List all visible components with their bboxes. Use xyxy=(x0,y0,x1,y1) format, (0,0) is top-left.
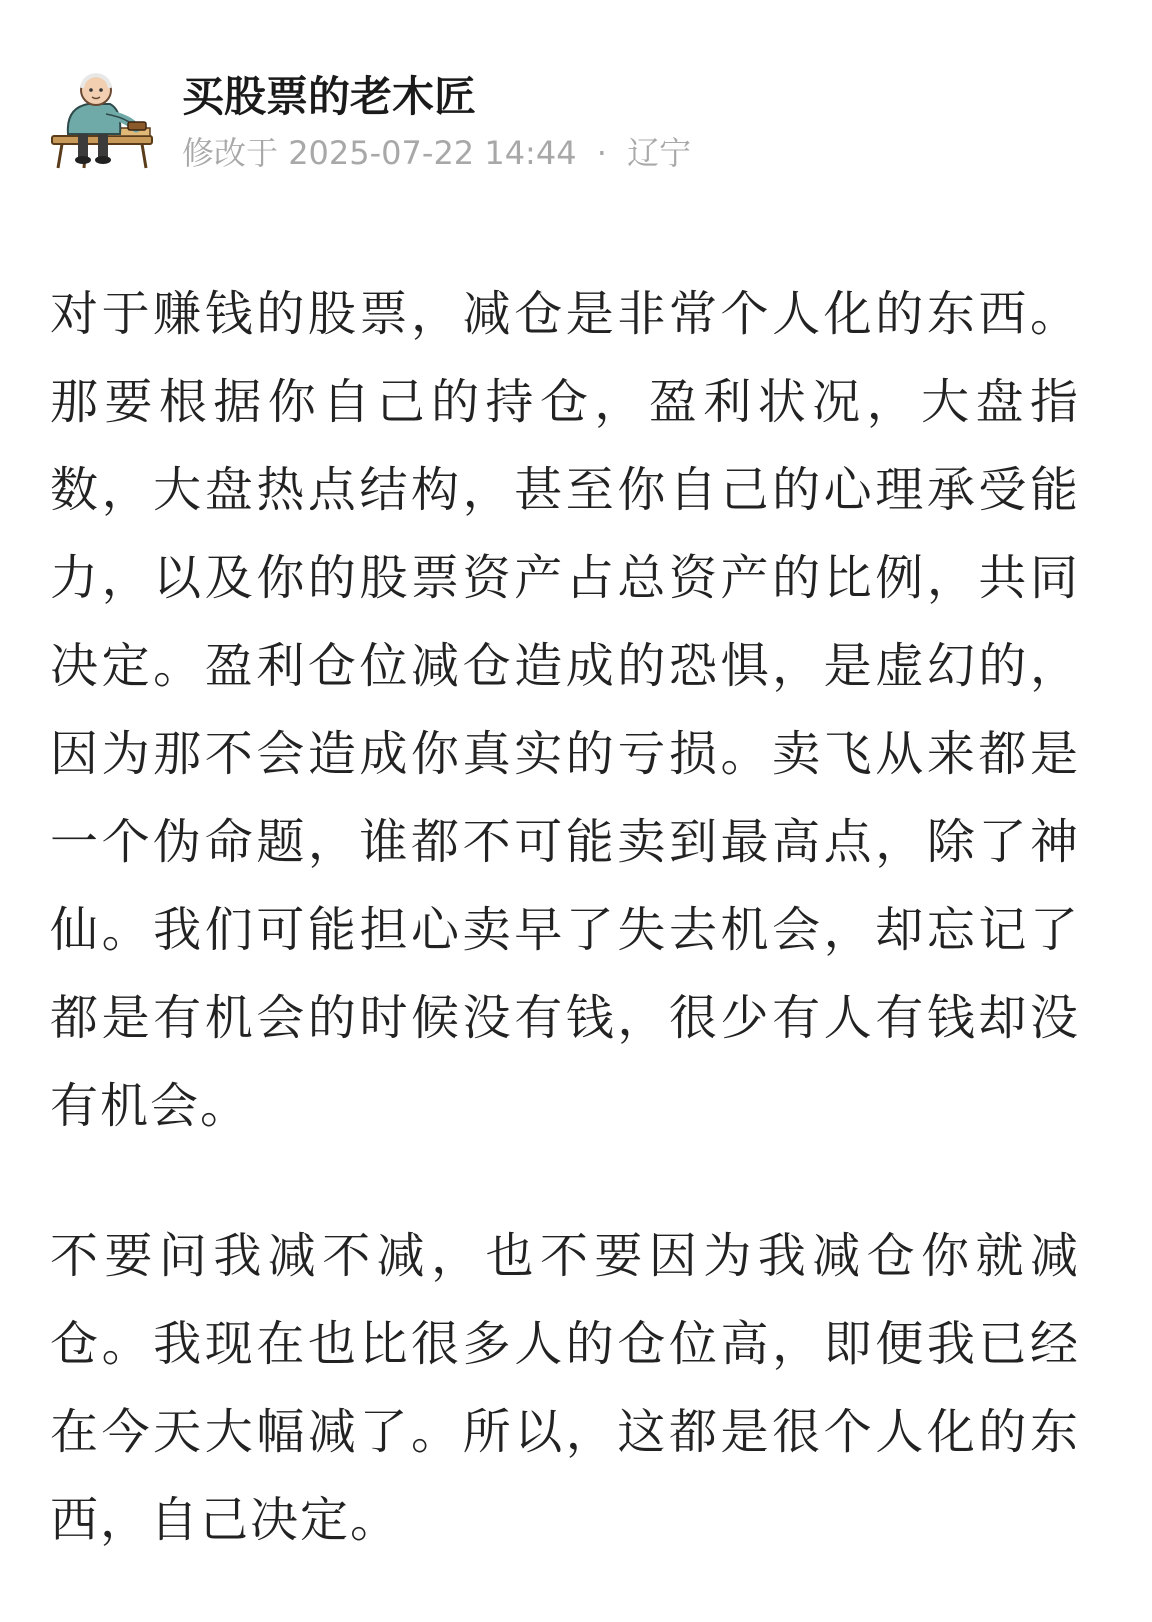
carpenter-avatar-icon[interactable] xyxy=(48,68,156,176)
post-meta xyxy=(182,130,691,176)
post-paragraph-2: 不要问我减不减，也不要因为我减仓你就减仓。我现在也比很多人的仓位高，即便我已经在今天大幅减了。所以，这都是很个人化的东西，自己决定。 xyxy=(50,1228,1080,1548)
meta-separator: · xyxy=(596,134,607,172)
post-timestamp: 2025-07-22 14:44 xyxy=(288,134,577,172)
author-name[interactable]: 买股票的老木匠 xyxy=(182,72,477,121)
post-location: 辽宁 xyxy=(627,134,692,172)
post-body xyxy=(50,270,1080,1564)
edit-prefix: 修改于 xyxy=(182,134,279,172)
post-paragraph-1: 对于赚钱的股票，减仓是非常个人化的东西。那要根据你自己的持仓，盈利状况，大盘指数，大盘热点结构，甚至你自己的心理承受能力，以及你的股票资产占总资产的比例，共同决定。盈利仓位减仓造成的恐惧，是虚幻的，因为那不会造成你真实的亏损。卖飞从来都是一个伪命题，谁都不可能卖到最高点，除了神仙。我们可能担心卖早了失去机会，却忘记了都是有机会的时候没有钱，很少有人有钱却没有机会。 xyxy=(50,286,1080,1134)
post-header xyxy=(48,62,1104,182)
